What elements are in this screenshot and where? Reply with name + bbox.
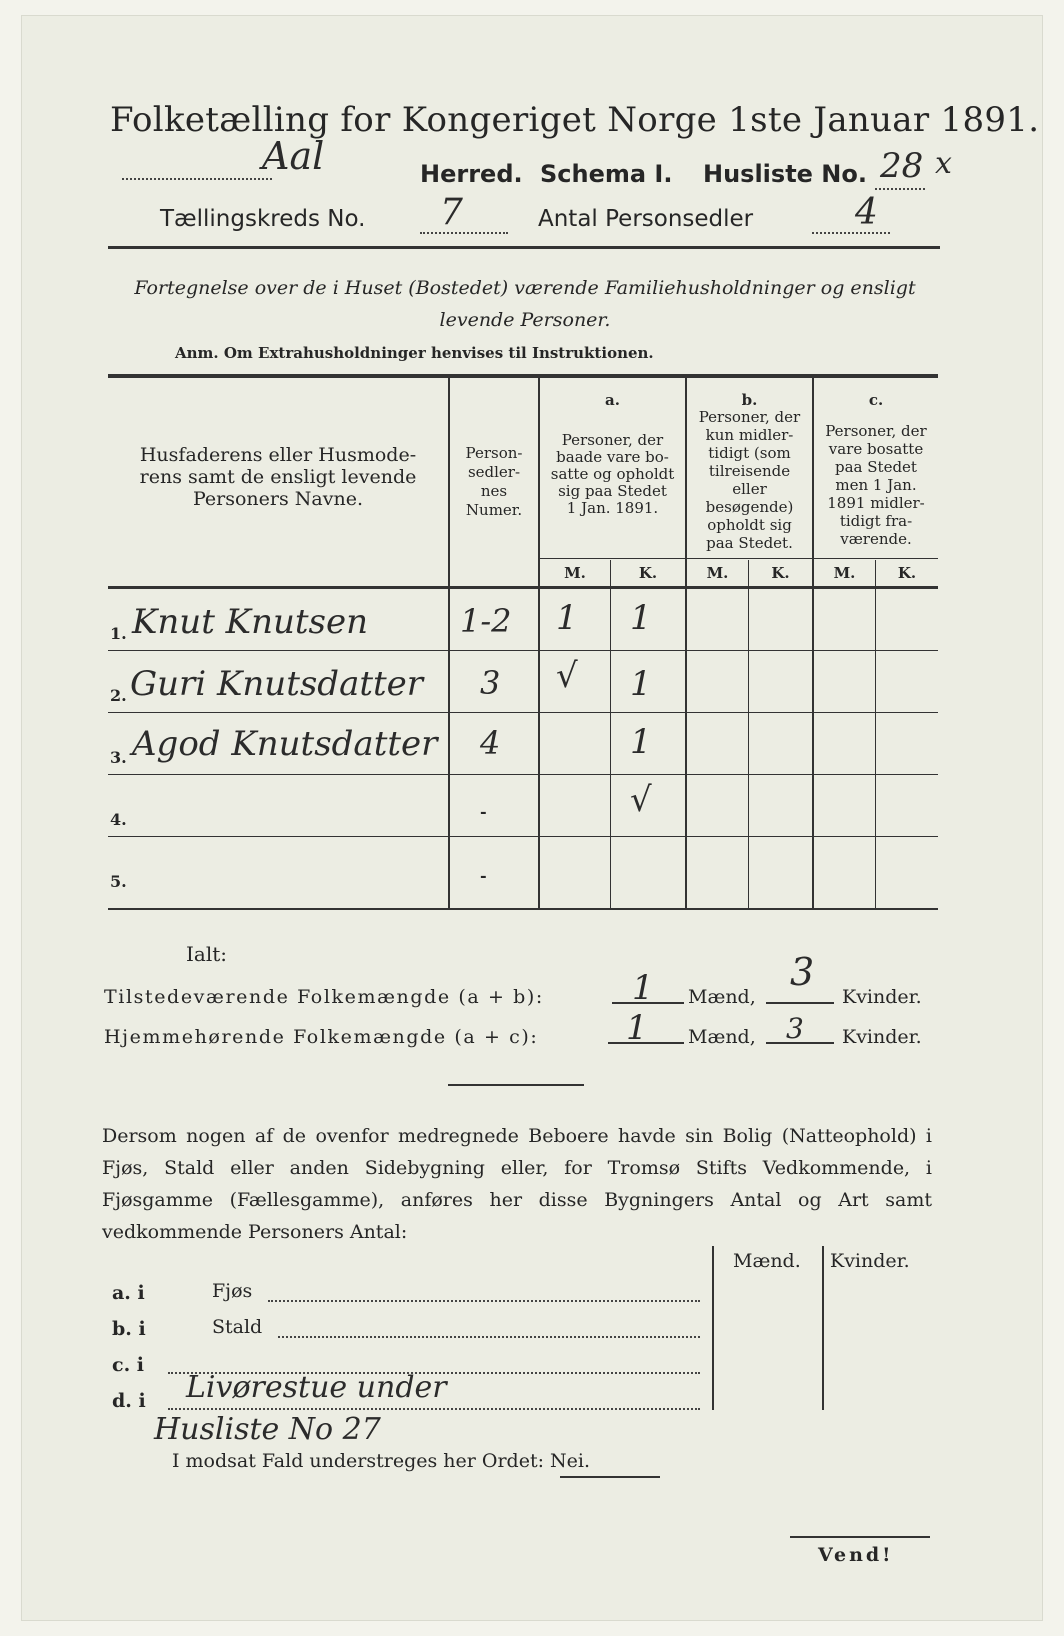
- form-title: Folketælling for Kongeriget Norge 1ste Januar 1891.: [110, 100, 1040, 140]
- personsedler-dots: [812, 232, 890, 234]
- col-a-header-line: sig paa Stedet: [558, 482, 667, 500]
- buildings-paragraph: Dersom nogen af de ovenfor medregnede Beboere havde sin Bolig (Natteophold) i Fjøs, Stald eller anden Sidebygning eller, for Tromsø Stifts Vedkommende, i Fjøsgamme (Fællesgamme), anføres her disse Bygningers Antal og Art samt vedkommende Personers Antal:: [102, 1125, 932, 1243]
- husliste-dots: [875, 188, 925, 190]
- buildings-col-divider-2: [822, 1246, 824, 1410]
- schema-label: Schema I.: [540, 160, 673, 188]
- row-number: 5.: [110, 872, 127, 891]
- col-a-k: K.: [638, 564, 658, 582]
- col-divider-b-mk: [748, 560, 749, 908]
- col-name-header: [108, 444, 448, 510]
- col-num-header-line: sedler-: [467, 463, 521, 481]
- personsedler-value: 4: [855, 192, 878, 233]
- ialt-label: Ialt:: [186, 942, 227, 966]
- col-b-header-line: eller: [732, 480, 767, 498]
- col-num-header-line: Person-: [465, 444, 523, 462]
- col-a-header-line: Personer, der: [561, 431, 664, 449]
- row-sedler: 3: [480, 664, 501, 702]
- col-b-m: M.: [706, 564, 729, 582]
- row-sedler: -: [480, 802, 487, 821]
- building-c-handwriting: Livørestue under: [186, 1370, 447, 1405]
- building-b-label: b. i: [112, 1318, 146, 1340]
- col-a-letter: a.: [605, 391, 620, 409]
- row-sedler: 1-2: [460, 602, 512, 640]
- building-b-dots: [278, 1336, 700, 1338]
- row-a-m: √: [556, 656, 578, 696]
- col-b-k: K.: [771, 564, 790, 582]
- hjemme-k-value: 3: [786, 1012, 804, 1045]
- col-c-header-line: Personer, der: [825, 422, 927, 440]
- intro-line-1: Fortegnelse over de i Huset (Bostedet) værende Familiehusholdninger og ensligt: [134, 277, 916, 299]
- building-a-text: Fjøs: [212, 1280, 253, 1302]
- row-name: Knut Knutsen: [132, 602, 368, 642]
- tilstede-m-value: 1: [632, 968, 654, 1008]
- building-a-dots: [268, 1300, 700, 1302]
- row-a-k: 1: [630, 598, 652, 638]
- hjemme-m-value: 1: [626, 1008, 648, 1048]
- herred-line: [122, 134, 325, 186]
- row-a-m: 1: [556, 598, 578, 638]
- nei-underline: [560, 1476, 660, 1478]
- col-c-m: M.: [833, 564, 856, 582]
- row-number: 3.: [110, 748, 127, 767]
- kreds-dots: [420, 232, 508, 234]
- row-a-k: 1: [630, 664, 652, 704]
- husliste-label: Husliste No.: [703, 160, 867, 188]
- row-separator: [108, 774, 938, 775]
- kreds-value: 7: [440, 192, 463, 233]
- building-d-label: d. i: [112, 1390, 146, 1412]
- col-c-header-line: tidigt fra-: [839, 512, 913, 530]
- row-sedler: -: [480, 866, 487, 885]
- col-num-header-line: nes: [480, 482, 508, 500]
- col-b-header-line: besøgende): [705, 498, 794, 516]
- row-separator: [108, 712, 938, 713]
- tilstede-maend: Mænd,: [688, 986, 756, 1008]
- col-c-header-line: værende.: [840, 530, 912, 548]
- herred-value: Aal: [262, 134, 325, 178]
- tilstede-kvinder: Kvinder.: [842, 986, 922, 1008]
- col-b-header-line: tilreisende: [708, 462, 791, 480]
- col-b-header: [687, 408, 812, 552]
- row-name: Agod Knutsdatter: [132, 724, 438, 764]
- herred-label: Herred.: [420, 160, 523, 188]
- mk-rule: [538, 558, 938, 559]
- building-a-label: a. i: [112, 1282, 145, 1304]
- building-b-text: Stald: [212, 1316, 263, 1338]
- col-a-header-line: baade vare bo-: [556, 448, 669, 466]
- col-b-header-line: tidigt (som: [708, 444, 791, 462]
- row-separator: [108, 650, 938, 651]
- intro-text: [105, 272, 945, 336]
- tilstede-k-line: [766, 1002, 834, 1004]
- section-divider: [448, 1084, 584, 1086]
- col-a-header-line: satte og opholdt: [550, 465, 675, 483]
- row-name: Guri Knutsdatter: [130, 664, 424, 704]
- col-name-header-line: Husfaderens eller Husmode-: [139, 444, 417, 466]
- col-c-header-line: vare bosatte: [828, 440, 924, 458]
- row-a-k: √: [630, 780, 652, 820]
- husliste-mark: x: [935, 146, 952, 181]
- row-number: 2.: [110, 686, 127, 705]
- col-b-header-line: kun midler-: [705, 426, 794, 444]
- col-b-header-line: paa Stedet.: [706, 534, 793, 552]
- col-num-header-line: Numer.: [465, 501, 523, 519]
- header-rule: [108, 246, 940, 249]
- building-d-handwriting: Husliste No 27: [154, 1412, 381, 1447]
- col-b-header-line: Personer, der: [698, 408, 801, 426]
- col-c-letter: c.: [868, 391, 884, 409]
- nei-instruction: I modsat Fald understreges her Ordet: Nei.: [172, 1450, 591, 1472]
- building-c-label: c. i: [112, 1354, 145, 1376]
- tilstede-k-value: 3: [790, 950, 815, 994]
- vend-label: Vend!: [818, 1544, 894, 1566]
- household-table: [108, 374, 938, 914]
- col-b-header-line: opholdt sig: [707, 516, 792, 534]
- hjemme-kvinder: Kvinder.: [842, 1026, 922, 1048]
- col-c-header: [814, 422, 938, 548]
- col-a-header: [540, 432, 685, 517]
- hjemme-label: Hjemmehørende Folkemængde (a + c):: [104, 1026, 539, 1048]
- row-number: 4.: [110, 810, 127, 829]
- buildings-maend-header: Mænd.: [733, 1250, 801, 1272]
- vend-rule: [790, 1536, 930, 1538]
- building-d-dots: [168, 1408, 700, 1410]
- personsedler-label: Antal Personsedler: [538, 206, 754, 232]
- col-name-header-line: rens samt de ensligt levende: [139, 466, 417, 488]
- col-a-header-line: 1 Jan. 1891.: [566, 499, 659, 517]
- col-divider-c-mk: [875, 560, 876, 908]
- hjemme-maend: Mænd,: [688, 1026, 756, 1048]
- col-name-header-line: Personers Navne.: [192, 488, 363, 510]
- row-number: 1.: [110, 624, 127, 643]
- anm-note: Anm. Om Extrahusholdninger henvises til Instruktionen.: [175, 344, 654, 362]
- col-c-header-line: men 1 Jan.: [835, 476, 917, 494]
- col-c-header-line: paa Stedet: [835, 458, 917, 476]
- intro-line-2: levende Personer.: [439, 309, 611, 331]
- buildings-kvinder-header: Kvinder.: [830, 1250, 910, 1272]
- table-bottom-rule: [108, 908, 938, 910]
- tilstede-label: Tilstedeværende Folkemængde (a + b):: [104, 986, 544, 1008]
- col-a-m: M.: [564, 564, 586, 582]
- kreds-label: Tællingskreds No.: [160, 206, 366, 232]
- buildings-col-divider-1: [712, 1246, 714, 1410]
- col-divider-a-mk: [610, 560, 611, 908]
- husliste-value: 28: [880, 146, 924, 186]
- col-b-letter: b.: [741, 391, 758, 409]
- herred-field: [122, 134, 325, 180]
- col-num-header: [450, 444, 538, 520]
- row-a-k: 1: [630, 722, 652, 762]
- col-c-header-line: 1891 midler-: [827, 494, 925, 512]
- row-separator: [108, 836, 938, 837]
- row-sedler: 4: [480, 724, 501, 762]
- col-c-k: K.: [897, 564, 917, 582]
